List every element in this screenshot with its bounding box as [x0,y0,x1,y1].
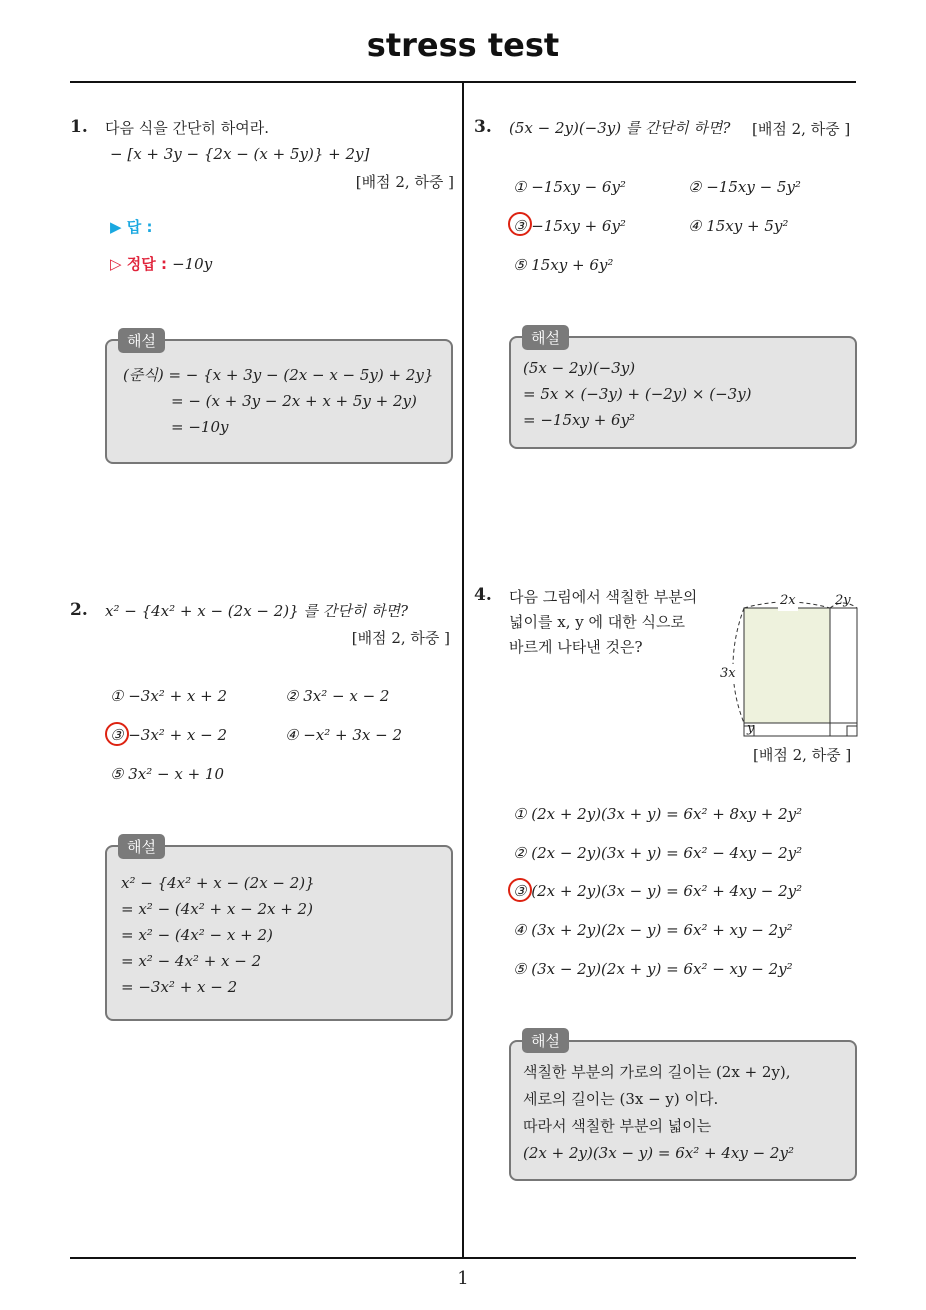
explanation-line: = −10y [171,418,229,436]
points-label: [배점 2, 하중 ] [351,629,450,647]
answer-label: ▶ 답 : [110,218,153,236]
choice-selected[interactable]: ③ −15xy + 6y² [513,217,626,235]
explanation-line: (준식) = − {x + 3y − (2x − x − 5y) + 2y} [123,366,434,384]
explanation-line: 따라서 색칠한 부분의 넓이는 [523,1117,712,1135]
question-number: 2. [70,600,88,620]
explanation-line: = x² − (4x² + x − 2x + 2) [121,900,313,918]
question-number: 3. [474,117,492,137]
question-number: 1. [70,117,88,137]
footer-rule [70,1257,856,1259]
explanation-line: = −3x² + x − 2 [121,978,238,996]
question-expression: − [x + 3y − {2x − (x + 5y)} + 2y] [110,145,370,163]
choice-selected[interactable]: ③ −3x² + x − 2 [110,726,228,744]
choice[interactable]: ④ (3x + 2y)(2x − y) = 6x² + xy − 2y² [513,921,793,939]
explanation-line: = −15xy + 6y² [523,411,636,429]
choice[interactable]: ⑤ (3x − 2y)(2x + y) = 6x² − xy − 2y² [513,960,793,978]
question-prompt-line: 넓이를 x, y 에 대한 식으로 [509,613,685,631]
explanation-line: x² − {4x² + x − (2x − 2)} [121,874,315,892]
choice[interactable]: ④ 15xy + 5y² [688,217,789,235]
question-number: 4. [474,585,492,605]
choice[interactable]: ⑤ 15xy + 6y² [513,256,614,274]
points-label: [배점 2, 하중 ] [752,120,851,138]
points-label: [배점 2, 하중 ] [355,173,454,191]
question-prompt: x² − {4x² + x − (2x − 2)} 를 간단히 하면? [105,602,408,620]
page-number: 1 [457,1268,469,1289]
correct-label: ▷ 정답 : [110,255,167,273]
question-prompt-line: 다음 그림에서 색칠한 부분의 [509,588,698,606]
correct-value: −10y [172,255,213,273]
points-label: [배점 2, 하중 ] [753,746,852,764]
explanation-line: = 5x × (−3y) + (−2y) × (−3y) [523,385,752,403]
explanation-line: 세로의 길이는 (3x − y) 이다. [523,1090,719,1108]
selected-circle-mark [508,878,532,902]
choice[interactable]: ② (2x − 2y)(3x + y) = 6x² − 4xy − 2y² [513,844,803,862]
explanation-box [105,845,453,1021]
explanation-box [105,339,453,464]
figure-label-2y: 2y [835,593,851,608]
choice[interactable]: ② 3x² − x − 2 [285,687,390,705]
page-title: stress test [366,26,560,64]
explanation-line: = x² − 4x² + x − 2 [121,952,262,970]
explanation-line: 색칠한 부분의 가로의 길이는 (2x + 2y), [523,1063,791,1081]
column-divider [462,83,464,1259]
figure-label-3x: 3x [720,664,736,684]
figure-label-2x: 2x [778,591,798,611]
question-prompt: 다음 식을 간단히 하여라. [105,119,269,137]
explanation-tag: 해설 [118,834,165,859]
question-prompt-line: 바르게 나타낸 것은? [509,638,643,656]
explanation-line: = − (x + 3y − 2x + x + 5y + 2y) [171,392,417,410]
choice[interactable]: ① −3x² + x + 2 [110,687,228,705]
selected-circle-mark [105,722,129,746]
explanation-box [509,1040,857,1181]
choice[interactable]: ① (2x + 2y)(3x + y) = 6x² + 8xy + 2y² [513,805,803,823]
explanation-tag: 해설 [118,328,165,353]
selected-circle-mark [508,212,532,236]
choice[interactable]: ⑤ 3x² − x + 10 [110,765,224,783]
explanation-tag: 해설 [522,325,569,350]
explanation-line: (2x + 2y)(3x − y) = 6x² + 4xy − 2y² [523,1144,794,1162]
explanation-line: (5x − 2y)(−3y) [523,359,636,377]
choice[interactable]: ① −15xy − 6y² [513,178,626,196]
question-prompt: (5x − 2y)(−3y) 를 간단히 하면? [509,119,731,137]
explanation-tag: 해설 [522,1028,569,1053]
figure-label-y: y [747,721,755,736]
explanation-line: = x² − (4x² − x + 2) [121,926,273,944]
choice[interactable]: ② −15xy − 5y² [688,178,801,196]
choice[interactable]: ④ −x² + 3x − 2 [285,726,403,744]
choice-selected[interactable]: ③ (2x + 2y)(3x − y) = 6x² + 4xy − 2y² [513,882,803,900]
explanation-box [509,336,857,449]
